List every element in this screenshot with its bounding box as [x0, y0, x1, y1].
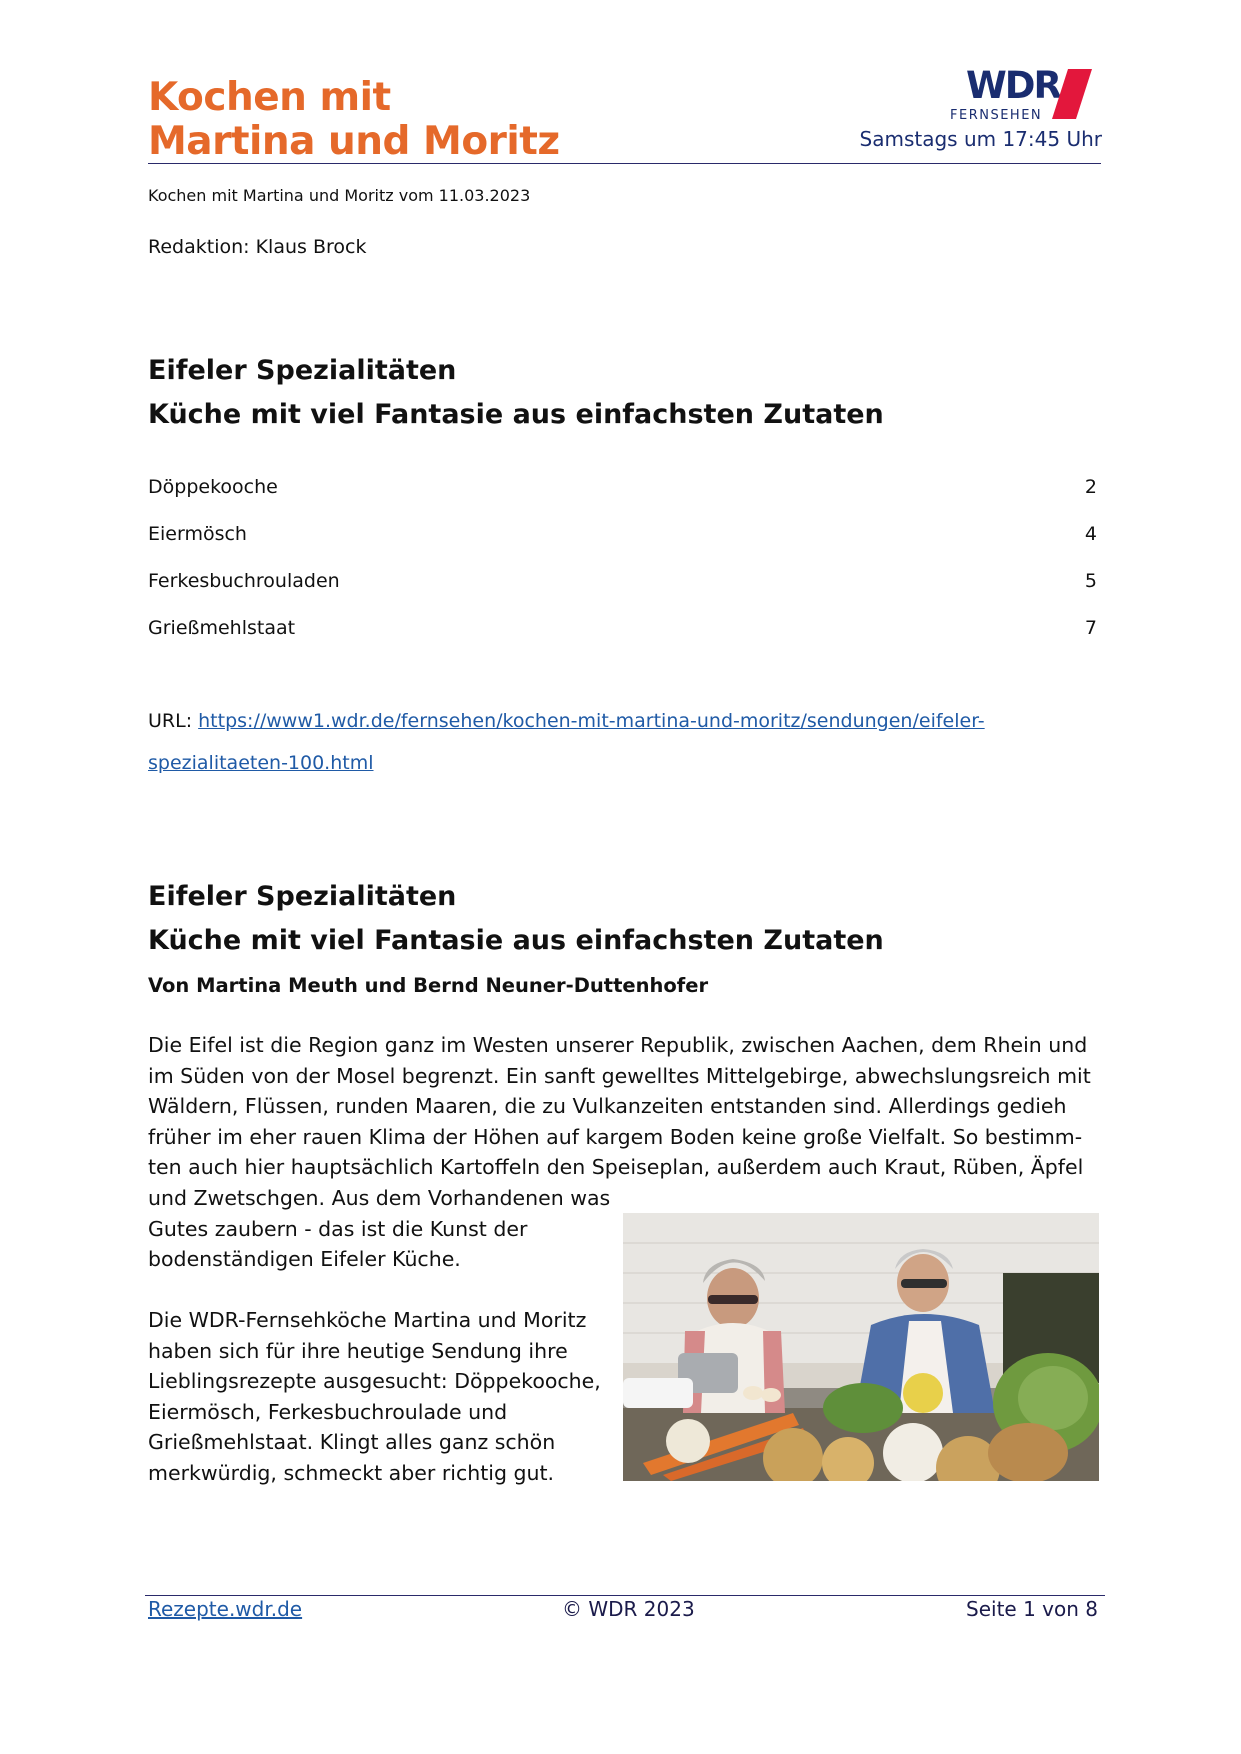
toc-item — [148, 558, 1097, 605]
source-url-block — [148, 700, 1108, 784]
toc-item-label: Ferkesbuchrouladen — [148, 570, 340, 592]
article-heading-line-1: Eifeler Spezialitäten — [148, 881, 457, 912]
article-paragraph-1-continued: und Zwetschgen. Aus dem Vorhandenen was Gutes zaubern - das ist die Kunst der bodenständigen Eifeler Küche. — [148, 1186, 611, 1271]
source-url-link[interactable] — [148, 710, 985, 774]
url-label: URL: — [148, 710, 199, 732]
show-title-line-1: Kochen mit — [148, 75, 391, 120]
episode-date-line: Kochen mit Martina und Moritz vom 11.03.2023 — [148, 186, 531, 205]
toc-item — [148, 511, 1097, 558]
toc-item-page: 7 — [1084, 617, 1097, 639]
toc-item-label: Grießmehlstaat — [148, 617, 296, 639]
wdr-logo-subtext: FERNSEHEN — [950, 108, 1043, 123]
wdr-fernsehen-logo — [948, 66, 1100, 126]
wdr-red-slash-icon — [1052, 69, 1092, 119]
cooking-show-illustration — [623, 1213, 1099, 1481]
source-url-link-line-2: spezialitaeten-100.html — [148, 752, 374, 774]
source-url-link-line-1: https://www1.wdr.de/fernsehen/kochen-mit-martina-und-moritz/sendungen/eifeler- — [198, 710, 985, 732]
footer-rezepte-link[interactable]: Rezepte.wdr.de — [148, 1597, 303, 1621]
show-title-line-2: Martina und Moritz — [148, 119, 560, 164]
article-heading — [148, 875, 884, 963]
article-byline: Von Martina Meuth und Bernd Neuner-Duttenhofer — [148, 974, 709, 997]
show-title — [148, 76, 560, 164]
footer-copyright: © WDR 2023 — [562, 1597, 695, 1621]
toc-item — [148, 605, 1097, 652]
toc-item — [148, 464, 1097, 511]
article-paragraph-2: Die WDR-Fernsehköche Martina und Moritz haben sich für ihre heutige Sendung ihre Lieblingsrezepte ausgesucht: Döppekooche, Eiermösch, Ferkesbuchroulade und Grießmehlstaat. Klingt alles ganz schön merkwürdig, schmeckt aber richtig gut. — [148, 1308, 601, 1485]
header-divider — [148, 163, 1101, 164]
footer-page-number: Seite 1 von 8 — [966, 1597, 1098, 1621]
toc-heading-line-2: Küche mit viel Fantasie aus einfachsten Zutaten — [148, 399, 884, 430]
toc-heading — [148, 349, 884, 437]
wdr-logo-wordmark: WDR — [966, 64, 1061, 107]
toc-item-page: 2 — [1084, 476, 1097, 498]
footer-divider — [145, 1595, 1105, 1596]
article-heading-line-2: Küche mit viel Fantasie aus einfachsten Zutaten — [148, 925, 884, 956]
recipe-table-of-contents — [148, 464, 1097, 652]
airtime-label: Samstags um 17:45 Uhr — [859, 127, 1102, 151]
cooking-show-photo — [623, 1213, 1099, 1481]
toc-heading-line-1: Eifeler Spezialitäten — [148, 355, 457, 386]
toc-item-page: 4 — [1084, 523, 1097, 545]
editor-line: Redaktion: Klaus Brock — [148, 236, 367, 258]
toc-item-label: Döppekooche — [148, 476, 278, 498]
toc-item-page: 5 — [1084, 570, 1097, 592]
toc-item-label: Eiermösch — [148, 523, 247, 545]
article-paragraph-1: Die Eifel ist die Region ganz im Westen unserer Republik, zwischen Aachen, dem Rhein und im Süden von der Mosel begrenzt. Ein sanft gewelltes Mittelgebirge, abwechslungsreich mit Wäldern, Flüssen, runden Maaren, die zu Vulkanzeiten entstanden sind. Allerdings gedieh früher im eher rauen Klima der Höhen auf kargem Boden keine große Vielfalt. So bestimm-ten auch hier hauptsächlich Kartoffeln den Speiseplan, außerdem auch Kraut, Rüben, Äpfel — [148, 1033, 1091, 1179]
